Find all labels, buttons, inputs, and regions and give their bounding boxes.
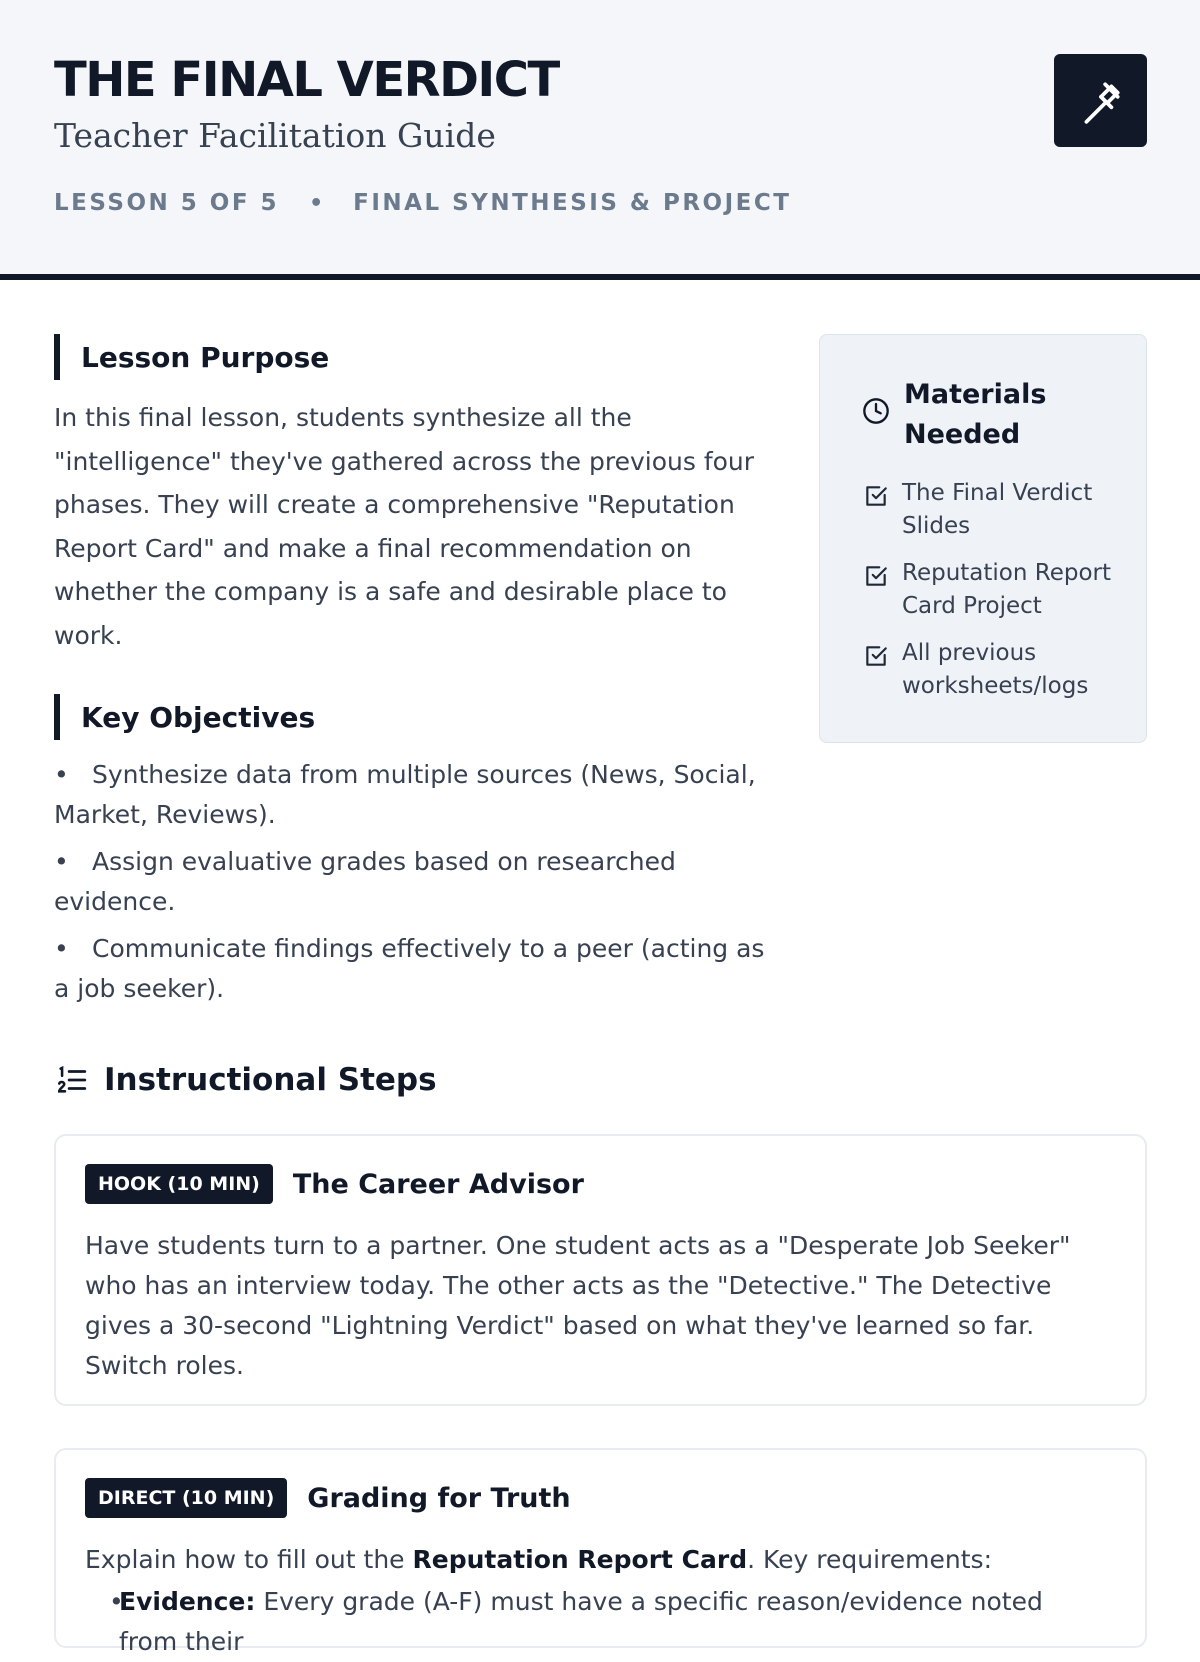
clock-icon [862,397,890,425]
lesson-number: LESSON 5 OF 5 [54,190,280,216]
objective-text: Assign evaluative grades based on researched evidence. [54,847,676,916]
lesson-purpose-text: In this final lesson, students synthesize all the "intelligence" they've gathered across the previous four phases. They will create a comprehensive "Reputation Report Card" and make a final recommendation on whether the company is a safe and desirable place to work. [54,403,755,650]
material-text: The Final Verdict Slides [902,480,1093,539]
page-header [0,0,1200,280]
page-title: THE FINAL VERDICT [54,52,559,108]
objective-item [54,842,774,922]
lesson-purpose-heading: Lesson Purpose [54,334,329,380]
checkbox-icon [862,483,890,509]
objectives-list [54,755,774,1016]
materials-list [862,477,1122,717]
gavel-icon [1076,76,1126,126]
material-item [862,477,1122,543]
objective-text: Communicate findings effectively to a peer (acting as a job seeker). [54,934,765,1003]
key-objectives-heading: Key Objectives [54,694,315,740]
gavel-logo [1054,54,1147,147]
unit-name: FINAL SYNTHESIS & PROJECT [353,190,792,216]
materials-heading: Materials Needed [904,379,1047,450]
step-text: Have students turn to a partner. One student acts as a "Desperate Job Seeker" who has an interview today. The other acts as the "Detective." The Detective gives a 30-second "Lightning Verdict" based on what they've learned so far. Switch roles. [85,1231,1071,1380]
step-header [85,1478,571,1518]
step-text-bold: Reputation Report Card [412,1545,748,1574]
material-item [862,557,1122,623]
steps-heading-text: Instructional Steps [104,1062,437,1098]
step-badge: DIRECT (10 MIN) [85,1478,287,1518]
objective-text: Synthesize data from multiple sources (News, Social, Market, Reviews). [54,760,756,829]
materials-header [862,375,1114,455]
page-subtitle: Teacher Facilitation Guide [54,116,496,155]
bullet: • [54,934,69,963]
instructional-steps-heading [54,1062,437,1098]
lesson-meta [54,190,791,216]
sub-text: Every grade (A-F) must have a specific reason/evidence noted from their [119,1587,1043,1656]
step-text [85,1540,1095,1662]
material-text: All previous worksheets/logs [902,640,1089,699]
checkbox-icon [862,643,890,669]
step-sublist [85,1582,1095,1662]
meta-separator: • [309,190,324,216]
step-text-after: . Key requirements: [747,1545,992,1574]
objective-item [54,755,774,835]
step-header [85,1164,584,1204]
step-title: Grading for Truth [307,1482,571,1514]
step-title: The Career Advisor [292,1168,584,1200]
bullet: • [54,847,69,876]
step-card [54,1448,1147,1656]
materials-panel [819,334,1147,743]
numbered-list-icon [54,1063,90,1097]
material-item [862,637,1122,703]
checkbox-icon [862,563,890,589]
sub-label: Evidence: [119,1587,256,1616]
step-text-before: Explain how to fill out the [85,1545,413,1574]
material-text: Reputation Report Card Project [902,560,1111,619]
bullet: • [54,760,69,789]
step-sublist-item [85,1582,1095,1662]
objective-item [54,929,774,1009]
step-badge: HOOK (10 MIN) [85,1164,273,1204]
step-card [54,1134,1147,1406]
